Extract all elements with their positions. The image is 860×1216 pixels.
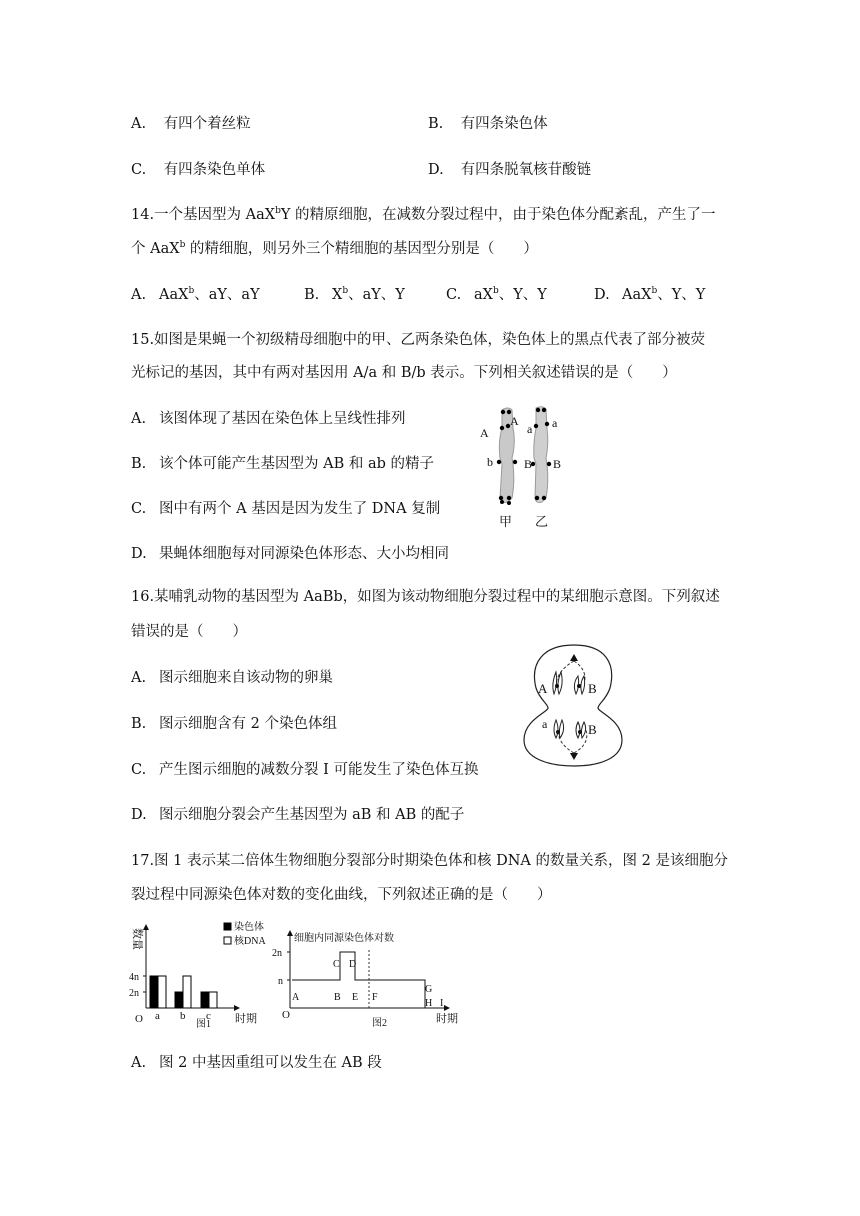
q17-option-a bbox=[131, 1051, 382, 1072]
option-label: C. bbox=[131, 501, 147, 517]
option-label: B. bbox=[304, 287, 320, 303]
q15-stem-line-1: 15.如图是果蝇一个初级精母细胞中的甲、乙两条染色体，染色体上的黑点代表了部分被荧 bbox=[131, 332, 706, 348]
option-text: X bbox=[332, 287, 343, 303]
q16-option-c bbox=[131, 758, 478, 779]
q14-stem-line-2 bbox=[131, 237, 538, 258]
q16-option-a bbox=[131, 666, 333, 687]
option-label: B. bbox=[131, 456, 147, 472]
gene-label: B bbox=[524, 457, 533, 471]
chromosome-yi bbox=[534, 407, 548, 503]
q17-stem-line-1: 17.图 1 表示某二倍体生物细胞分裂部分时期染色体和核 DNA 的数量关系，图 2 是该细胞分 bbox=[131, 853, 728, 869]
q14-option-b bbox=[304, 283, 405, 304]
point-label-E: E bbox=[352, 992, 359, 1003]
option-label: B. bbox=[131, 716, 147, 732]
chart-title: 图2 bbox=[372, 1018, 387, 1029]
gene-label: A bbox=[480, 426, 489, 440]
y-tick-label: n bbox=[278, 976, 283, 987]
bar-chromosome-a bbox=[150, 976, 158, 1008]
option-label: C. bbox=[131, 162, 147, 178]
point-label-H: H bbox=[425, 998, 433, 1009]
option-text: 有四条染色单体 bbox=[163, 162, 266, 178]
text-fragment: 的精细胞，则另外三个精细胞的基因型分别是（ ） bbox=[185, 241, 538, 257]
option-text: 该个体可能产生基因型为 AB 和 ab 的精子 bbox=[159, 456, 434, 472]
q13-option-a bbox=[131, 112, 251, 133]
axis-x-label: 时期 bbox=[235, 1013, 257, 1025]
option-text: 图示细胞分裂会产生基因型为 aB 和 AB 的配子 bbox=[159, 807, 465, 823]
text-fragment: Y 的精原细胞，在减数分裂过程中，由于染色体分配紊乱，产生了一 bbox=[280, 207, 716, 223]
option-label: D. bbox=[594, 287, 610, 303]
option-text: AaX bbox=[622, 287, 652, 303]
q14-stem-line-1 bbox=[131, 203, 716, 224]
option-label: A. bbox=[131, 116, 147, 132]
option-label: C. bbox=[446, 287, 462, 303]
q16-stem-line-2: 错误的是（ ） bbox=[131, 624, 247, 640]
option-label: A. bbox=[131, 670, 147, 686]
bar-chromosome-b bbox=[175, 992, 183, 1008]
cell-outline bbox=[524, 645, 622, 766]
bar-chromosome-c bbox=[201, 992, 209, 1008]
option-text: 有四条脱氧核苷酸链 bbox=[460, 162, 592, 178]
x-tick-label: a bbox=[155, 1010, 160, 1022]
q13-option-d bbox=[428, 158, 591, 179]
option-label: A. bbox=[131, 287, 147, 303]
gene-label: b bbox=[487, 455, 493, 469]
q15-option-b bbox=[131, 452, 434, 473]
gene-label: a bbox=[527, 422, 533, 436]
option-text: 、aY、Y bbox=[348, 287, 405, 303]
q15-stem-line-2: 光标记的基因，其中有两对基因用 A/a 和 B/b 表示。下列相关叙述错误的是（ ） bbox=[131, 365, 677, 381]
option-text: 果蝇体细胞每对同源染色体形态、大小均相同 bbox=[159, 546, 449, 562]
gene-label: A bbox=[538, 681, 548, 696]
axis-y-label: 数量 bbox=[131, 928, 143, 950]
gene-label: a bbox=[542, 717, 548, 731]
chromosome-label-jia: 甲 bbox=[499, 514, 513, 529]
x-tick-label: b bbox=[180, 1010, 186, 1022]
text-fragment: 14.一个基因型为 AaX bbox=[131, 207, 276, 223]
q13-option-b bbox=[428, 112, 548, 133]
q13-option-c bbox=[131, 158, 265, 179]
point-label-B: B bbox=[334, 992, 341, 1003]
legend-swatch-dna bbox=[224, 937, 231, 944]
option-label: D. bbox=[131, 546, 147, 562]
axis-y-label: 细胞内同源染色体对数 bbox=[294, 933, 394, 944]
point-label-G: G bbox=[425, 984, 433, 995]
legend-swatch-chromosome bbox=[224, 923, 231, 930]
point-label-I: I bbox=[440, 998, 444, 1009]
bar-dna-a bbox=[158, 976, 166, 1008]
point-label-A: A bbox=[292, 992, 300, 1003]
gene-label: A bbox=[510, 414, 519, 428]
superscript: b bbox=[188, 286, 195, 296]
y-tick-label: 2n bbox=[272, 948, 282, 959]
point-label-F: F bbox=[372, 992, 378, 1003]
q15-option-a bbox=[131, 407, 406, 428]
figure-1-bar-chart bbox=[124, 918, 274, 1030]
origin-label: O bbox=[135, 1013, 143, 1025]
axis-x-label: 时期 bbox=[436, 1013, 458, 1025]
option-text: 图 2 中基因重组可以发生在 AB 段 bbox=[159, 1055, 382, 1071]
option-text: 、Y、Y bbox=[498, 287, 547, 303]
option-text: 图中有两个 A 基因是因为发生了 DNA 复制 bbox=[159, 501, 441, 517]
chart-title: 图1 bbox=[196, 1019, 211, 1030]
x-tick-label: c bbox=[206, 1010, 211, 1022]
option-label: A. bbox=[131, 411, 147, 427]
q15-option-c bbox=[131, 497, 440, 518]
legend-label: 染色体 bbox=[234, 922, 264, 933]
cell-division-figure bbox=[518, 642, 630, 770]
option-label: D. bbox=[131, 807, 147, 823]
superscript: b bbox=[275, 206, 281, 216]
option-label: A. bbox=[131, 1055, 147, 1071]
gene-label: B bbox=[588, 722, 597, 737]
origin-label: O bbox=[282, 1009, 290, 1021]
gene-label: B bbox=[588, 681, 597, 696]
figure-2-line-chart bbox=[272, 926, 470, 1030]
point-label-D: D bbox=[349, 959, 357, 970]
q14-option-c bbox=[446, 283, 547, 304]
q14-option-d bbox=[594, 283, 705, 304]
gene-label: B bbox=[553, 457, 562, 471]
option-text: AaX bbox=[159, 287, 189, 303]
option-text: 有四个着丝粒 bbox=[163, 116, 251, 132]
option-label: C. bbox=[131, 762, 147, 778]
option-text: 、aY、aY bbox=[194, 287, 260, 303]
option-text: aX bbox=[474, 287, 493, 303]
chromosome-label-yi: 乙 bbox=[535, 514, 549, 529]
option-text: 图示细胞来自该动物的卵巢 bbox=[159, 670, 333, 686]
y-tick-label: 2n bbox=[129, 988, 139, 999]
superscript: b bbox=[342, 286, 349, 296]
bar-dna-b bbox=[183, 976, 191, 1008]
option-text: 、Y、Y bbox=[657, 287, 706, 303]
option-label: D. bbox=[428, 162, 444, 178]
option-text: 有四条染色体 bbox=[460, 116, 548, 132]
y-tick-label: 4n bbox=[129, 972, 139, 983]
option-label: B. bbox=[428, 116, 444, 132]
q16-stem-line-1: 16.某哺乳动物的基因型为 AaBb，如图为该动物细胞分裂过程中的某细胞示意图。下列叙述 bbox=[131, 589, 720, 605]
q16-option-b bbox=[131, 712, 337, 733]
superscript: b bbox=[179, 240, 186, 250]
gene-label: a bbox=[552, 416, 558, 430]
option-text: 产生图示细胞的减数分裂 I 可能发生了染色体互换 bbox=[159, 762, 479, 778]
q15-option-d bbox=[131, 542, 449, 563]
chromosome-figure bbox=[472, 402, 582, 530]
q14-option-a bbox=[131, 283, 260, 304]
text-fragment: 个 AaX bbox=[131, 241, 180, 257]
q16-option-d bbox=[131, 803, 464, 824]
point-label-C: C bbox=[333, 959, 340, 970]
option-text: 该图体现了基因在染色体上呈线性排列 bbox=[159, 411, 406, 427]
superscript: b bbox=[492, 286, 499, 296]
bar-dna-c bbox=[209, 992, 217, 1008]
q17-stem-line-2: 裂过程中同源染色体对数的变化曲线，下列叙述正确的是（ ） bbox=[131, 887, 552, 903]
superscript: b bbox=[651, 286, 658, 296]
legend-label: 核DNA bbox=[234, 936, 266, 947]
option-text: 图示细胞含有 2 个染色体组 bbox=[159, 716, 337, 732]
